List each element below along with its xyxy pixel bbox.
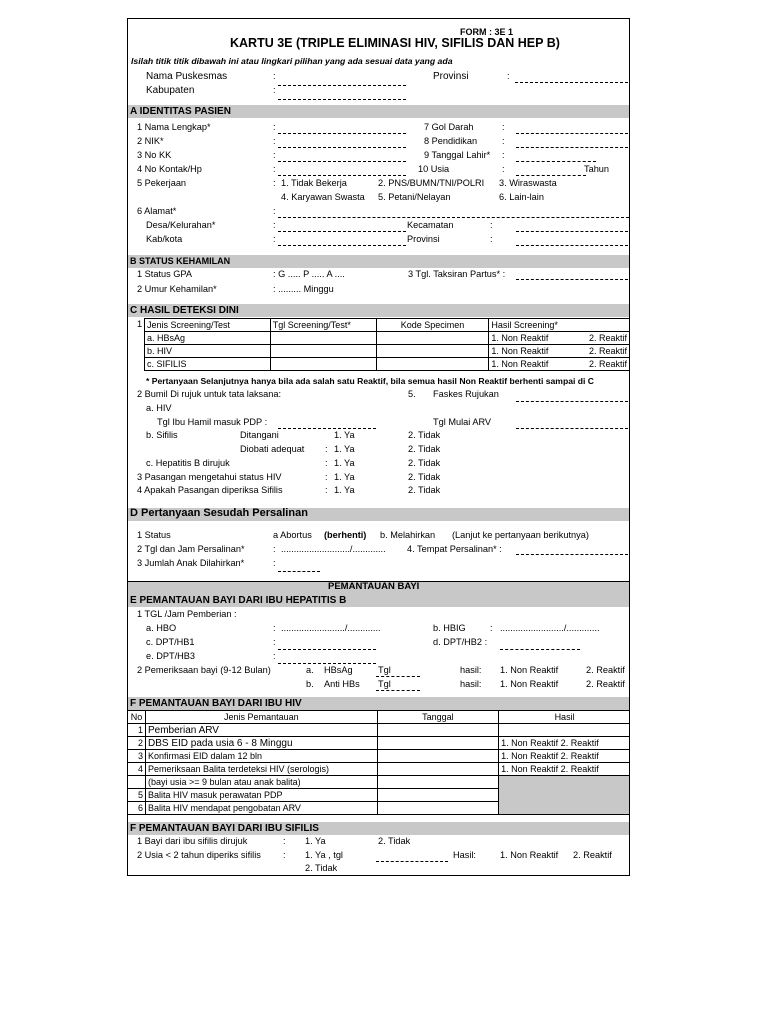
colon: : bbox=[490, 220, 493, 230]
label-pekerjaan: 5 Pekerjaan bbox=[137, 178, 187, 188]
hbo-field[interactable]: ........................./............. bbox=[281, 623, 381, 633]
label-hbo: a. HBO bbox=[146, 623, 177, 633]
label-antihbs: Anti HBs bbox=[324, 679, 360, 689]
option-nonreaktif[interactable]: 1. Non Reaktif bbox=[491, 345, 549, 356]
goldarah-field[interactable] bbox=[516, 133, 628, 134]
table-row bbox=[128, 763, 631, 776]
cell-hasil[interactable] bbox=[489, 332, 630, 345]
taksiran-field[interactable] bbox=[516, 279, 628, 280]
cell-hasil[interactable] bbox=[489, 345, 630, 358]
option-ya[interactable]: 1. Ya bbox=[334, 458, 355, 468]
option-reaktif[interactable]: 2. Reaktif bbox=[588, 345, 627, 356]
form-title: KARTU 3E (TRIPLE ELIMINASI HIV, SIFILIS DAN HEP B) bbox=[230, 36, 560, 50]
cell-hasil-shaded bbox=[499, 776, 630, 815]
label-dirujuk: 2 Bumil Di rujuk untuk tata laksana: bbox=[137, 389, 282, 399]
dpt2-field[interactable] bbox=[500, 649, 580, 650]
option-ya[interactable]: 1. Ya bbox=[334, 444, 355, 454]
label-dpt3: e. DPT/HB3 bbox=[146, 651, 196, 661]
kontak-field[interactable] bbox=[278, 175, 406, 176]
colon: : bbox=[273, 164, 276, 174]
colon: : bbox=[502, 164, 505, 174]
table-row bbox=[128, 724, 631, 737]
colon: : bbox=[273, 206, 276, 216]
cell-hasil[interactable]: 1. Non Reaktif 2. Reaktif bbox=[499, 737, 630, 750]
option-nonreaktif[interactable]: 1. Non Reaktif bbox=[491, 358, 549, 369]
colon: : bbox=[273, 623, 276, 633]
dpt3-field[interactable] bbox=[278, 663, 376, 664]
colon: : bbox=[273, 544, 276, 554]
label-hbsag: HBsAg bbox=[324, 665, 353, 675]
cell-jenis: b. HIV bbox=[145, 345, 271, 358]
dpt1-field[interactable] bbox=[278, 649, 376, 650]
tempat-persalinan-field[interactable] bbox=[516, 554, 628, 555]
section-b-title: B STATUS KEHAMILAN bbox=[130, 256, 231, 266]
col-jenis: Jenis Screening/Test bbox=[145, 319, 271, 332]
option-ya[interactable]: 1. Ya bbox=[334, 430, 355, 440]
option-nonreaktif[interactable]: 1. Non Reaktif bbox=[491, 332, 549, 343]
desa-field[interactable] bbox=[278, 231, 406, 232]
cell-tgl[interactable] bbox=[270, 345, 376, 358]
option-tidak[interactable]: 2. Tidak bbox=[305, 863, 338, 873]
label-taksiran: 3 Tgl. Taksiran Partus* : bbox=[408, 269, 506, 279]
umur-kehamilan-field[interactable]: : ......... Minggu bbox=[273, 284, 334, 294]
label-kab: Kab/kota bbox=[146, 234, 183, 244]
label-berhenti: (berhenti) bbox=[324, 530, 367, 540]
cell-tanggal[interactable] bbox=[377, 750, 498, 763]
option-job-5[interactable]: 5. Petani/Nelayan bbox=[378, 192, 451, 202]
option-tidak[interactable]: 2. Tidak bbox=[378, 836, 411, 846]
option-reaktif[interactable]: 2. Reaktif bbox=[588, 358, 627, 369]
cell-tanggal[interactable] bbox=[377, 789, 498, 802]
cell-hasil[interactable]: 1. Non Reaktif 2. Reaktif bbox=[499, 750, 630, 763]
label-status-persalinan: 1 Status bbox=[137, 530, 171, 540]
colon: : bbox=[283, 850, 286, 860]
option-job-6[interactable]: 6. Lain-lain bbox=[499, 192, 544, 202]
section-a-title: A IDENTITAS PASIEN bbox=[130, 106, 231, 117]
label-tgllahir: 9 Tanggal Lahir* bbox=[424, 150, 491, 160]
bayi-title: PEMANTAUAN BAYI bbox=[328, 581, 420, 592]
table-row bbox=[145, 345, 630, 358]
option-reaktif[interactable]: 2. Reaktif bbox=[586, 679, 625, 689]
col-tanggal: Tanggal bbox=[377, 711, 498, 724]
option-job-4[interactable]: 4. Karyawan Swasta bbox=[281, 192, 365, 202]
col-hasil: Hasil bbox=[499, 711, 630, 724]
colon: : bbox=[273, 637, 276, 647]
arv-field[interactable] bbox=[516, 428, 628, 429]
colon: : bbox=[325, 485, 328, 495]
label-tgl-persalinan: 2 Tgl dan Jam Persalinan* bbox=[137, 544, 245, 554]
option-nonreaktif[interactable]: 1. Non Reaktif bbox=[500, 665, 559, 675]
section-c-title: C HASIL DETEKSI DINI bbox=[130, 305, 239, 316]
label-pdp: Tgl Ibu Hamil masuk PDP : bbox=[157, 417, 268, 427]
label-pendidikan: 8 Pendidikan bbox=[424, 136, 478, 146]
label-kecamatan: Kecamatan bbox=[407, 220, 454, 230]
colon: : bbox=[273, 558, 276, 568]
label-goldarah: 7 Gol Darah bbox=[424, 122, 474, 132]
colon: : bbox=[273, 71, 276, 81]
label-a: a. bbox=[306, 665, 314, 675]
pdp-field[interactable] bbox=[278, 428, 376, 429]
cell-tgl[interactable] bbox=[270, 358, 376, 371]
colon: : bbox=[507, 71, 510, 81]
label-pasangan-sifilis: 4 Apakah Pasangan diperiksa Sifilis bbox=[137, 485, 283, 495]
jumlah-anak-field[interactable] bbox=[278, 571, 320, 572]
label-sifilis: b. Sifilis bbox=[146, 430, 178, 440]
card-3e bbox=[127, 18, 630, 876]
cell-no bbox=[128, 776, 146, 789]
nik-field[interactable] bbox=[278, 147, 406, 148]
faskes-field[interactable] bbox=[516, 401, 628, 402]
label-hasil: hasil: bbox=[460, 665, 482, 675]
usia-field[interactable] bbox=[516, 175, 586, 176]
colon: : bbox=[502, 122, 505, 132]
kabupaten-label: Kabupaten bbox=[146, 85, 195, 96]
cell-jenis: Balita HIV mendapat pengobatan ARV bbox=[145, 802, 377, 815]
colon: : bbox=[490, 623, 493, 633]
cell-tanggal[interactable] bbox=[377, 802, 498, 815]
col-kode: Kode Specimen bbox=[376, 319, 489, 332]
label-nama: 1 Nama Lengkap* bbox=[137, 122, 211, 132]
col-jenis-pemantauan: Jenis Pemantauan bbox=[145, 711, 377, 724]
cell-kode[interactable] bbox=[376, 332, 489, 345]
colon: : bbox=[283, 836, 286, 846]
tgllahir-field[interactable] bbox=[516, 161, 596, 162]
cell-no: 4 bbox=[128, 763, 146, 776]
colon: : bbox=[273, 136, 276, 146]
cell-tgl[interactable] bbox=[270, 332, 376, 345]
cell-hasil[interactable] bbox=[499, 724, 630, 737]
label-jumlah-anak: 3 Jumlah Anak Dilahirkan* bbox=[137, 558, 245, 568]
option-nonreaktif[interactable]: 1. Non Reaktif bbox=[500, 850, 559, 860]
cell-tanggal[interactable] bbox=[377, 724, 498, 737]
colon: : bbox=[273, 122, 276, 132]
label-c1: 1 bbox=[137, 319, 143, 329]
label-hepatitis: c. Hepatitis B dirujuk bbox=[146, 458, 230, 468]
screening-table bbox=[144, 318, 630, 371]
kabupaten-field[interactable] bbox=[278, 99, 406, 100]
option-tidak[interactable]: 2. Tidak bbox=[408, 485, 441, 495]
cell-tanggal[interactable] bbox=[377, 763, 498, 776]
option-ya[interactable]: 1. Ya bbox=[334, 472, 355, 482]
colon: : bbox=[273, 85, 276, 95]
section-f2-title: F PEMANTAUAN BAYI DARI IBU SIFILIS bbox=[130, 823, 319, 834]
cell-jenis: Pemeriksaan Balita terdeteksi HIV (serologis) bbox=[145, 763, 377, 776]
colon: : bbox=[273, 220, 276, 230]
kecamatan-field[interactable] bbox=[516, 231, 628, 232]
cell-no: 3 bbox=[128, 750, 146, 763]
label-hiv: a. HIV bbox=[146, 403, 172, 413]
cell-tanggal[interactable] bbox=[377, 776, 498, 789]
colon: : bbox=[325, 472, 328, 482]
label-tgl: Tgl bbox=[378, 665, 391, 675]
option-ya[interactable]: 1. Ya bbox=[334, 485, 355, 495]
option-melahirkan[interactable]: b. Melahirkan bbox=[380, 530, 436, 540]
option-tidak[interactable]: 2. Tidak bbox=[408, 444, 441, 454]
cell-jenis: DBS EID pada usia 6 - 8 Minggu bbox=[145, 737, 377, 750]
nama-field[interactable] bbox=[278, 133, 406, 134]
option-reaktif[interactable]: 2. Reaktif bbox=[573, 850, 612, 860]
alamat-field[interactable] bbox=[278, 217, 629, 218]
puskesmas-field[interactable] bbox=[278, 85, 406, 86]
label-dpt1: c. DPT/HB1 bbox=[146, 637, 195, 647]
col-no: No bbox=[128, 711, 146, 724]
tgl-hbsag-field[interactable] bbox=[376, 676, 420, 677]
tgl-antihbs-field[interactable] bbox=[376, 690, 420, 691]
label-b: b. bbox=[306, 679, 314, 689]
table-row bbox=[128, 776, 631, 789]
provinsi-a-field[interactable] bbox=[516, 245, 628, 246]
table-row bbox=[128, 737, 631, 750]
label-tgl: Tgl bbox=[378, 679, 391, 689]
label-usia-sifilis: 2 Usia < 2 tahun diperiks sifilis bbox=[137, 850, 261, 860]
cell-jenis: Konfirmasi EID dalam 12 bln bbox=[145, 750, 377, 763]
label-bayi-dirujuk: 1 Bayi dari ibu sifilis dirujuk bbox=[137, 836, 248, 846]
cell-no: 2 bbox=[128, 737, 146, 750]
pendidikan-field[interactable] bbox=[516, 147, 628, 148]
option-job-2[interactable]: 2. PNS/BUMN/TNI/POLRI bbox=[378, 178, 485, 188]
table-row bbox=[145, 332, 630, 345]
colon: : bbox=[273, 234, 276, 244]
cell-tanggal[interactable] bbox=[377, 737, 498, 750]
instruction-text: Isilah titik titik dibawah ini atau lingkari pilihan yang ada sesuai data yang ada bbox=[131, 56, 453, 66]
provinsi-label: Provinsi bbox=[433, 71, 469, 82]
label-ditangani: Ditangani bbox=[240, 430, 279, 440]
label-usia: 10 Usia bbox=[418, 164, 450, 174]
cell-jenis: a. HBsAg bbox=[145, 332, 271, 345]
colon: : bbox=[273, 651, 276, 661]
label-pasangan-hiv: 3 Pasangan mengetahui status HIV bbox=[137, 472, 282, 482]
col-tgl: Tgl Screening/Test* bbox=[270, 319, 376, 332]
option-abortus[interactable]: a Abortus bbox=[273, 530, 312, 540]
form-code: FORM : 3E 1 bbox=[460, 27, 514, 37]
label-provinsi-a: Provinsi bbox=[407, 234, 440, 244]
hiv-table bbox=[127, 710, 630, 815]
cell-hasil[interactable]: 1. Non Reaktif 2. Reaktif bbox=[499, 763, 630, 776]
cell-kode[interactable] bbox=[376, 345, 489, 358]
puskesmas-label: Nama Puskesmas bbox=[146, 71, 228, 82]
cell-no: 1 bbox=[128, 724, 146, 737]
kab-field[interactable] bbox=[278, 245, 406, 246]
cell-jenis: Pemberian ARV bbox=[145, 724, 377, 737]
label-hbig: b. HBIG bbox=[433, 623, 466, 633]
label-alamat: 6 Alamat* bbox=[137, 206, 177, 216]
option-reaktif[interactable]: 2. Reaktif bbox=[588, 332, 627, 343]
label-nik: 2 NIK* bbox=[137, 136, 164, 146]
screening-note: * Pertanyaan Selanjutnya hanya bila ada salah satu Reaktif, bila semua hasil Non Reaktif berhenti sampai di C bbox=[146, 376, 594, 386]
tgl-persalinan-field[interactable]: .........................../............. bbox=[281, 544, 386, 554]
provinsi-field[interactable] bbox=[515, 82, 628, 83]
cell-kode[interactable] bbox=[376, 358, 489, 371]
cell-jenis: Balita HIV masuk perawatan PDP bbox=[145, 789, 377, 802]
label-hasil: Hasil: bbox=[453, 850, 476, 860]
table-row bbox=[145, 358, 630, 371]
label-umur-kehamilan: 2 Umur Kehamilan* bbox=[137, 284, 217, 294]
cell-jenis: (bayi usia >= 9 bulan atau anak balita) bbox=[145, 776, 377, 789]
option-ya[interactable]: 1. Ya bbox=[305, 836, 326, 846]
label-desa: Desa/Kelurahan* bbox=[146, 220, 216, 230]
label-hasil: hasil: bbox=[460, 679, 482, 689]
option-tidak[interactable]: 2. Tidak bbox=[408, 430, 441, 440]
option-job-1[interactable]: 1. Tidak Bekerja bbox=[281, 178, 347, 188]
label-lanjut: (Lanjut ke pertanyaan berikutnya) bbox=[452, 530, 589, 540]
colon: : bbox=[325, 458, 328, 468]
label-dpt2: d. DPT/HB2 : bbox=[433, 637, 488, 647]
section-e-title: E PEMANTAUAN BAYI DARI IBU HEPATITIS B bbox=[130, 595, 347, 606]
cell-no: 6 bbox=[128, 802, 146, 815]
label-tahun: Tahun bbox=[584, 164, 610, 174]
hbig-field[interactable]: ........................./............. bbox=[500, 623, 600, 633]
label-gpa: 1 Status GPA bbox=[137, 269, 192, 279]
label-pemeriksaan-bayi: 2 Pemeriksaan bayi (9-12 Bulan) bbox=[137, 665, 271, 675]
tgl-sifilis-field[interactable] bbox=[376, 861, 448, 862]
option-reaktif[interactable]: 2. Reaktif bbox=[586, 665, 625, 675]
colon: : bbox=[273, 150, 276, 160]
cell-no: 5 bbox=[128, 789, 146, 802]
colon: : bbox=[273, 178, 276, 188]
col-hasil: Hasil Screening* bbox=[489, 319, 630, 332]
label-tempat-persalinan: 4. Tempat Persalinan* : bbox=[407, 544, 502, 554]
colon: : bbox=[490, 234, 493, 244]
section-f1-title: F PEMANTAUAN BAYI DARI IBU HIV bbox=[130, 698, 302, 709]
option-tidak[interactable]: 2. Tidak bbox=[408, 458, 441, 468]
label-tgl-pemberian: 1 TGL /Jam Pemberian : bbox=[137, 609, 237, 619]
option-ya-tgl[interactable]: 1. Ya , tgl bbox=[305, 850, 343, 860]
gpa-field[interactable]: : G ..... P ..... A .... bbox=[273, 269, 345, 279]
cell-hasil[interactable] bbox=[489, 358, 630, 371]
kk-field[interactable] bbox=[278, 161, 406, 162]
table-row bbox=[128, 750, 631, 763]
colon: : bbox=[502, 150, 505, 160]
section-d-title: D Pertanyaan Sesudah Persalinan bbox=[130, 507, 308, 519]
option-tidak[interactable]: 2. Tidak bbox=[408, 472, 441, 482]
colon: : bbox=[502, 136, 505, 146]
label-q5: 5. bbox=[408, 389, 416, 399]
label-arv: Tgl Mulai ARV bbox=[433, 417, 492, 427]
cell-jenis: c. SIFILIS bbox=[145, 358, 271, 371]
label-diobati: Diobati adequat bbox=[240, 444, 305, 454]
option-nonreaktif[interactable]: 1. Non Reaktif bbox=[500, 679, 559, 689]
colon: : bbox=[325, 444, 328, 454]
option-job-3[interactable]: 3. Wiraswasta bbox=[499, 178, 557, 188]
label-kontak: 4 No Kontak/Hp bbox=[137, 164, 202, 174]
label-kk: 3 No KK bbox=[137, 150, 172, 160]
label-faskes: Faskes Rujukan bbox=[433, 389, 499, 399]
